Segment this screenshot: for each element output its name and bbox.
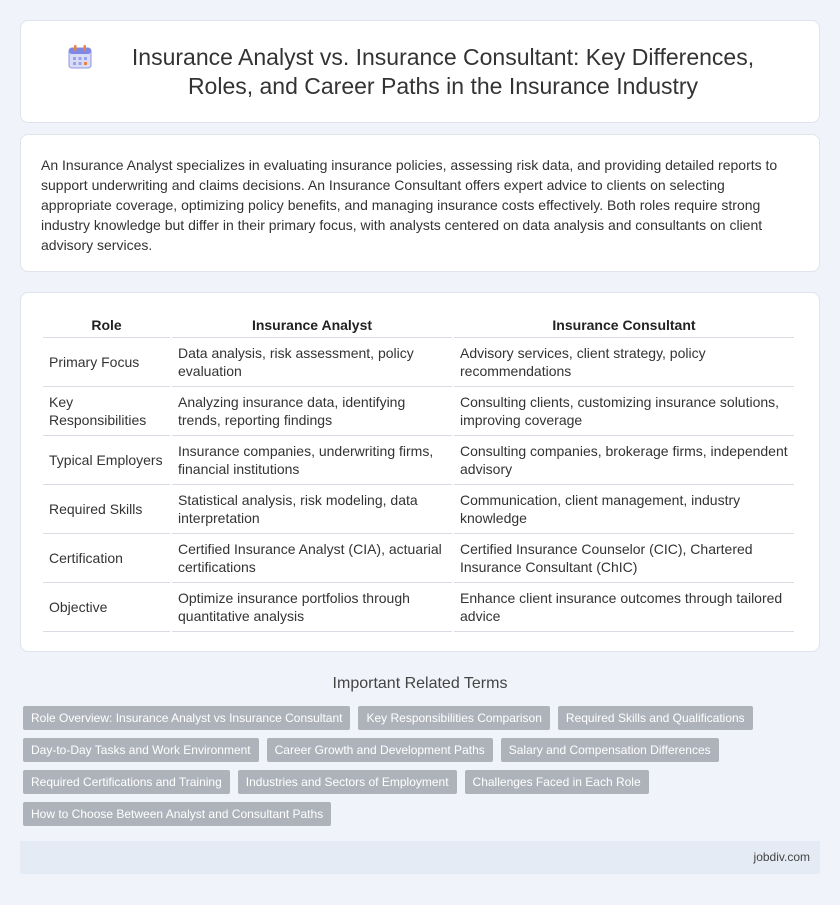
table-row bbox=[43, 387, 794, 436]
comparison-table bbox=[41, 313, 796, 632]
table-cell-consultant: Advisory services, client strategy, policy recommendations bbox=[454, 338, 794, 387]
related-terms-tags bbox=[23, 706, 803, 826]
intro-card bbox=[20, 134, 820, 272]
related-terms-heading: Important Related Terms bbox=[332, 675, 508, 692]
table-cell-consultant: Consulting companies, brokerage firms, independent advisory bbox=[454, 436, 794, 485]
footer-site-link[interactable]: jobdiv.com bbox=[753, 850, 810, 864]
related-term-tag[interactable]: Required Skills and Qualifications bbox=[558, 706, 753, 730]
related-term-tag[interactable]: Industries and Sectors of Employment bbox=[238, 770, 457, 794]
table-cell-role: Primary Focus bbox=[43, 338, 170, 387]
header-card bbox=[20, 20, 820, 123]
table-cell-role: Certification bbox=[43, 534, 170, 583]
related-term-tag[interactable]: Required Certifications and Training bbox=[23, 770, 230, 794]
table-cell-consultant: Consulting clients, customizing insurance solutions, improving coverage bbox=[454, 387, 794, 436]
related-term-tag[interactable]: Key Responsibilities Comparison bbox=[358, 706, 549, 730]
table-cell-analyst: Insurance companies, underwriting firms, financial institutions bbox=[172, 436, 452, 485]
related-term-tag[interactable]: Day-to-Day Tasks and Work Environment bbox=[23, 738, 259, 762]
related-term-tag[interactable]: Salary and Compensation Differences bbox=[501, 738, 719, 762]
intro-paragraph: An Insurance Analyst specializes in evaluating insurance policies, assessing risk data, and providing detailed reports to support underwriting and claims decisions. An Insurance Consultant offers expert advice to clients on selecting appropriate coverage, optimizing policy benefits, and managing insurance costs effectively. Both roles require strong industry knowledge but differ in their primary focus, with analysts centered on data analysis and consultants on client advisory services. bbox=[41, 157, 778, 253]
table-row bbox=[43, 338, 794, 387]
table-cell-consultant: Communication, client management, industry knowledge bbox=[454, 485, 794, 534]
table-cell-consultant: Enhance client insurance outcomes through tailored advice bbox=[454, 583, 794, 632]
table-row bbox=[43, 436, 794, 485]
table-row bbox=[43, 583, 794, 632]
footer-bar bbox=[20, 841, 820, 874]
table-row bbox=[43, 534, 794, 583]
related-term-tag[interactable]: Role Overview: Insurance Analyst vs Insurance Consultant bbox=[23, 706, 350, 730]
table-cell-analyst: Analyzing insurance data, identifying trends, reporting findings bbox=[172, 387, 452, 436]
table-cell-role: Key Responsibilities bbox=[43, 387, 170, 436]
column-header-role: Role bbox=[43, 313, 170, 338]
table-cell-analyst: Certified Insurance Analyst (CIA), actuarial certifications bbox=[172, 534, 452, 583]
calendar-icon bbox=[67, 44, 93, 70]
table-cell-analyst: Optimize insurance portfolios through quantitative analysis bbox=[172, 583, 452, 632]
comparison-table-card bbox=[20, 292, 820, 652]
table-cell-role: Required Skills bbox=[43, 485, 170, 534]
column-header-consultant: Insurance Consultant bbox=[454, 313, 794, 338]
table-cell-analyst: Data analysis, risk assessment, policy evaluation bbox=[172, 338, 452, 387]
related-term-tag[interactable]: Challenges Faced in Each Role bbox=[465, 770, 649, 794]
table-cell-role: Objective bbox=[43, 583, 170, 632]
column-header-analyst: Insurance Analyst bbox=[172, 313, 452, 338]
table-cell-analyst: Statistical analysis, risk modeling, data interpretation bbox=[172, 485, 452, 534]
table-header-row bbox=[43, 313, 794, 338]
page-title: Insurance Analyst vs. Insurance Consultant: Key Differences, Roles, and Career Paths in the Insurance Industry bbox=[131, 43, 755, 99]
related-term-tag[interactable]: How to Choose Between Analyst and Consultant Paths bbox=[23, 802, 331, 826]
table-cell-role: Typical Employers bbox=[43, 436, 170, 485]
table-row bbox=[43, 485, 794, 534]
related-term-tag[interactable]: Career Growth and Development Paths bbox=[267, 738, 493, 762]
table-cell-consultant: Certified Insurance Counselor (CIC), Chartered Insurance Consultant (ChIC) bbox=[454, 534, 794, 583]
